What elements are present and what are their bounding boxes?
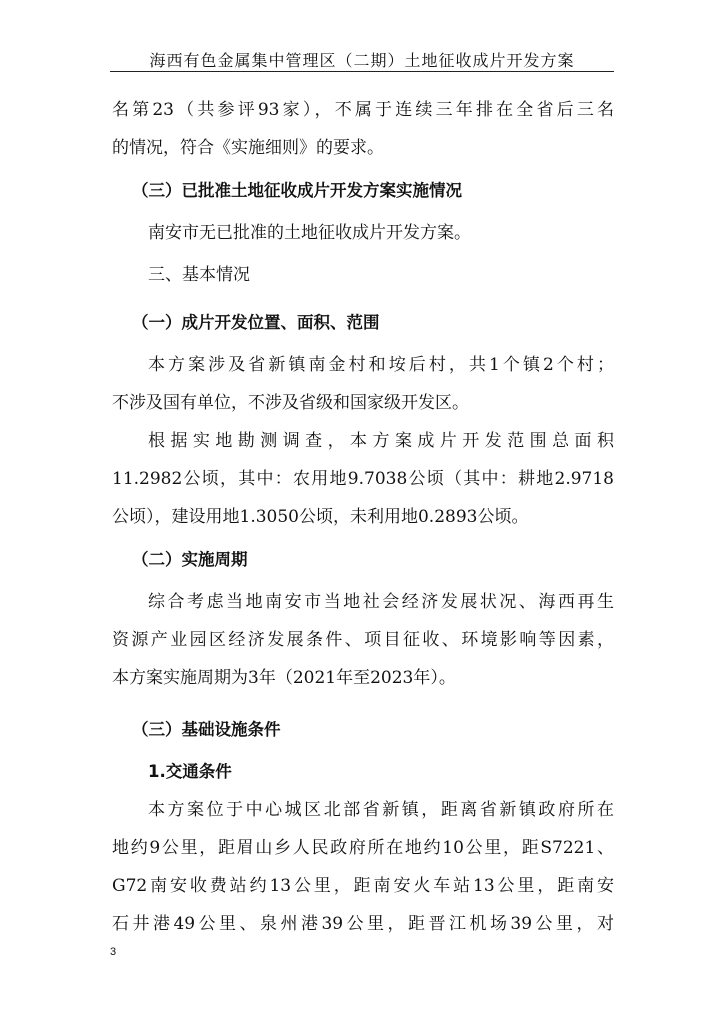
body-line: 本方案涉及省新镇南金村和垵后村，共1个镇2个村；: [148, 355, 614, 375]
body-line: 名第23（共参评93家），不属于连续三年排在全省后三名: [112, 100, 614, 120]
subsection-heading: 1.交通条件: [148, 762, 232, 781]
header-divider: [110, 71, 614, 72]
body-line: 南安市无已批准的土地征收成片开发方案。: [148, 223, 471, 243]
body-line: G72南安收费站约13公里，距南安火车站13公里，距南安: [112, 876, 614, 896]
section-heading: （二）实施周期: [132, 550, 248, 569]
body-line: 11.2982公顷，其中：农用地9.7038公顷（其中：耕地2.9718: [112, 469, 614, 489]
section-heading: （三）基础设施条件: [132, 720, 281, 739]
body-line: 的情况，符合《实施细则》的要求。: [112, 138, 384, 158]
section-heading: （三）已批准土地征收成片开发方案实施情况: [132, 181, 462, 200]
chapter-heading: 三、基本情况: [148, 265, 250, 285]
body-line: 石井港49公里、泉州港39公里，距晋江机场39公里，对: [112, 914, 614, 934]
body-line: 公顷），建设用地1.3050公顷，未利用地0.2893公顷。: [112, 507, 529, 527]
spacer: [112, 697, 614, 706]
running-header: 海西有色金属集中管理区（二期）土地征收成片开发方案: [149, 51, 575, 70]
body-line: 资源产业园区经济发展条件、项目征收、环境影响等因素，: [112, 630, 614, 650]
page-number: 3: [110, 946, 117, 958]
section-heading: （一）成片开发位置、面积、范围: [132, 313, 380, 332]
body-line: 本方案位于中心城区北部省新镇，距离省新镇政府所在: [148, 800, 614, 820]
body-line: 不涉及国有单位，不涉及省级和国家级开发区。: [112, 393, 469, 413]
body-line: 地约9公里，距眉山乡人民政府所在地约10公里，距S7221、: [112, 838, 614, 858]
body-line: 本方案实施周期为3年（2021年至2023年）。: [112, 668, 456, 688]
document-body: [112, 91, 614, 943]
body-line: 综合考虑当地南安市当地社会经济发展状况、海西再生: [148, 592, 614, 612]
body-line: 根据实地勘测调查，本方案成片开发范围总面积: [148, 431, 614, 451]
